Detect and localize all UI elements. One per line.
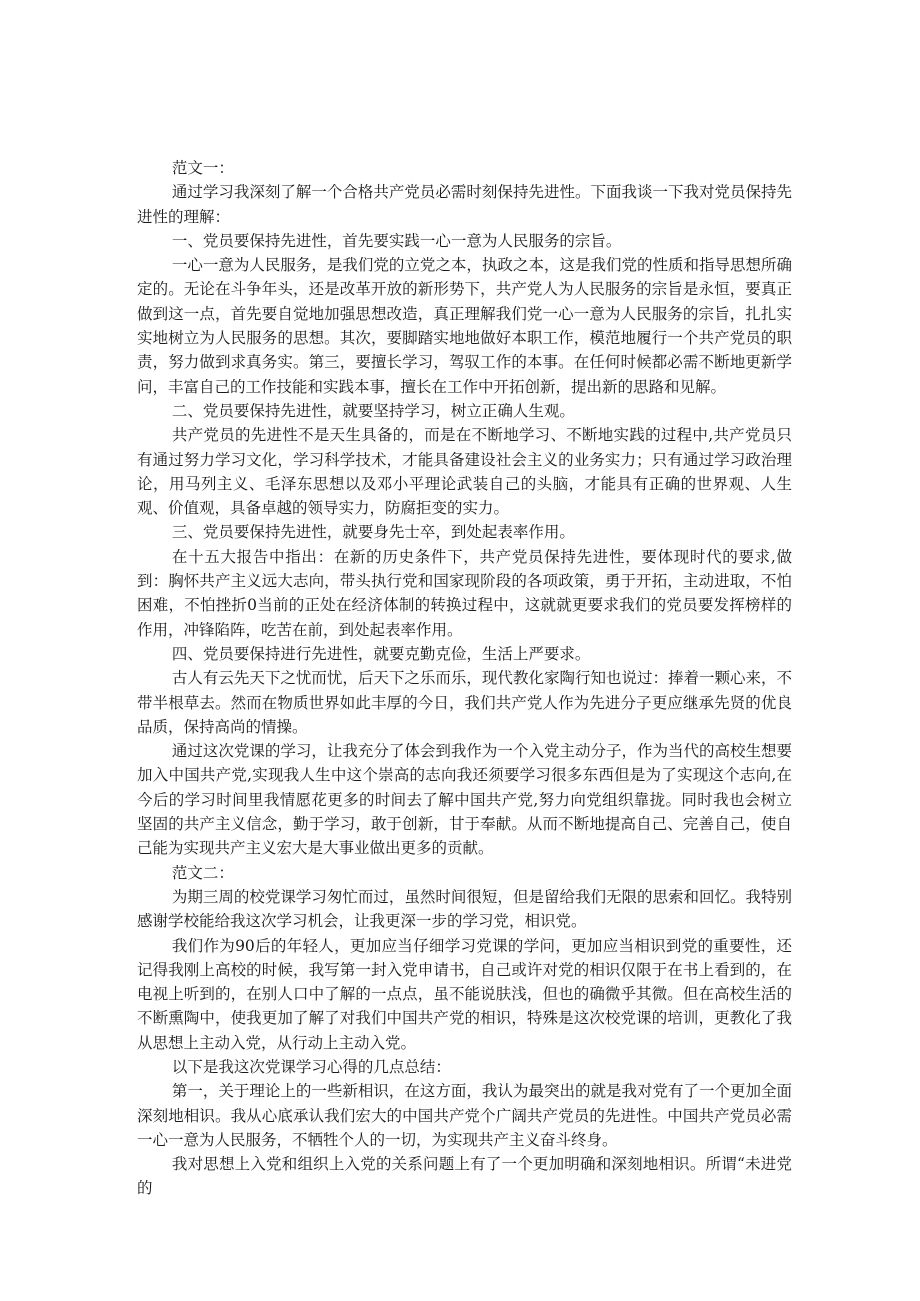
paragraph: 以下是我这次党课学习心得的几点总结： [171, 1057, 451, 1076]
paragraph: 我对思想上入党和组织上入党的关系问题上有了一个更加明确和深刻地相识。所谓“未进党的 [137, 1155, 792, 1198]
paragraph: 共产党员的先进性不是天生具备的，而是在不断地学习、不断地实践的过程中,共产党员只有通过努力学习文化，学习科学技术，才能具备建设社会主义的业务实力；只有通过学习政治理论，用马列主义、毛泽东思想以及邓小平理论武装自己的头脑，才能具有正确的世界观、人生观、价值观，具备卓越的领导实力，防腐拒变的实力。 [137, 426, 792, 518]
paragraph: 一心一意为人民服务，是我们党的立党之本，执政之本，这是我们党的性质和指导思想所确定的。无论在斗争年头，还是改革开放的新形势下，共产党人为人民服务的宗旨是永恒，要真正做到这一点，首先要自觉地加强思想改造，真正理解我们党一心一意为人民服务的宗旨，扎扎实实地树立为人民服务的思想。其次，要脚踏实地地做好本职工作，模范地履行一个共产党员的职责，努力做到求真务实。第三，要擅长学习，驾驭工作的本事。在任何时候都必需不断地更新学问，丰富自己的工作技能和实践本事，擅长在工作中开拓创新，提出新的思路和见解。 [137, 256, 792, 396]
paragraph: 通过这次党课的学习，让我充分了体会到我作为一个入党主动分子，作为当代的高校生想要加入中国共产党,实现我人生中这个崇高的志向我还须要学习很多东西但是为了实现这个志向,在今后的学习时间里我情愿花更多的时间去了解中国共产党,努力向党组织靠拢。同时我也会树立坚固的共产主义信念，勤于学习，敢于创新，甘于奉献。从而不断地提高自己、完善自己，使自己能为实现共产主义宏大是大事业做出更多的贡献。 [137, 742, 792, 858]
paragraph: 为期三周的校党课学习匆忙而过，虽然时间很短，但是留给我们无限的思索和回忆。我特别感谢学校能给我这次学习机会，让我更深一步的学习党，相识党。 [137, 887, 792, 931]
point-heading-3: 三、党员要保持先进性，就要身先士卒，到处起表率作用。 [171, 523, 575, 542]
paragraph: 第一，关于理论上的一些新相识，在这方面，我认为最突出的就是我对党有了一个更加全面深刻地相识。我从心底承认我们宏大的中国共产党个广阔共产党员的先进性。中国共产党员必需一心一意为人民服务，不牺牲个人的一切，为实现共产主义奋斗终身。 [137, 1082, 792, 1149]
paragraph: 通过学习我深刻了解一个合格共产党员必需时刻保持先进性。下面我谈一下我对党员保持先进性的理解： [137, 183, 792, 226]
paragraph: 在十五大报告中指出：在新的历史条件下，共产党员保持先进性，要体现时代的要求,做到：胸怀共产主义远大志向，带头执行党和国家现阶段的各项政策，勇于开拓，主动进取，不怕困难，不怕挫折0当前的正处在经济体制的转换过程中，这就就更要求我们的党员要发挥榜样的作用，冲锋陷阵，吃苦在前，到处起表率作用。 [137, 547, 792, 639]
point-heading-1: 一、党员要保持先进性，首先要实践一心一意为人民服务的宗旨。 [171, 231, 622, 250]
document-body [137, 156, 792, 1201]
paragraph: 古人有云先天下之忧而忧，后天下之乐而乐，现代教化家陶行知也说过：捧着一颗心来，不带半根草去。然而在物质世界如此丰厚的今日，我们共产党人作为先进分子更应继承先贤的优良品质，保持高尚的情操。 [137, 669, 792, 736]
section-heading-fanwen-2: 范文二： [171, 863, 234, 882]
paragraph: 我们作为90后的年轻人，更加应当仔细学习党课的学问，更加应当相识到党的重要性，还记得我刚上高校的时候，我写第一封入党申请书，自己或许对党的相识仅限于在书上看到的，在电视上听到的，在别人口中了解的一点点，虽不能说肤浅，但也的确微乎其微。但在高校生活的不断熏陶中，使我更加了解了对我们中国共产党的相识，特殊是这次校党课的培训，更教化了我从思想上主动入党，从行动上主动入党。 [137, 936, 792, 1052]
section-heading-fanwen-1: 范文一： [171, 159, 234, 177]
point-heading-2: 二、党员要保持先进性，就要坚持学习，树立正确人生观。 [171, 401, 575, 420]
point-heading-4: 四、党员要保持进行先进性，就要克勤克俭，生活上严要求。 [171, 644, 591, 663]
